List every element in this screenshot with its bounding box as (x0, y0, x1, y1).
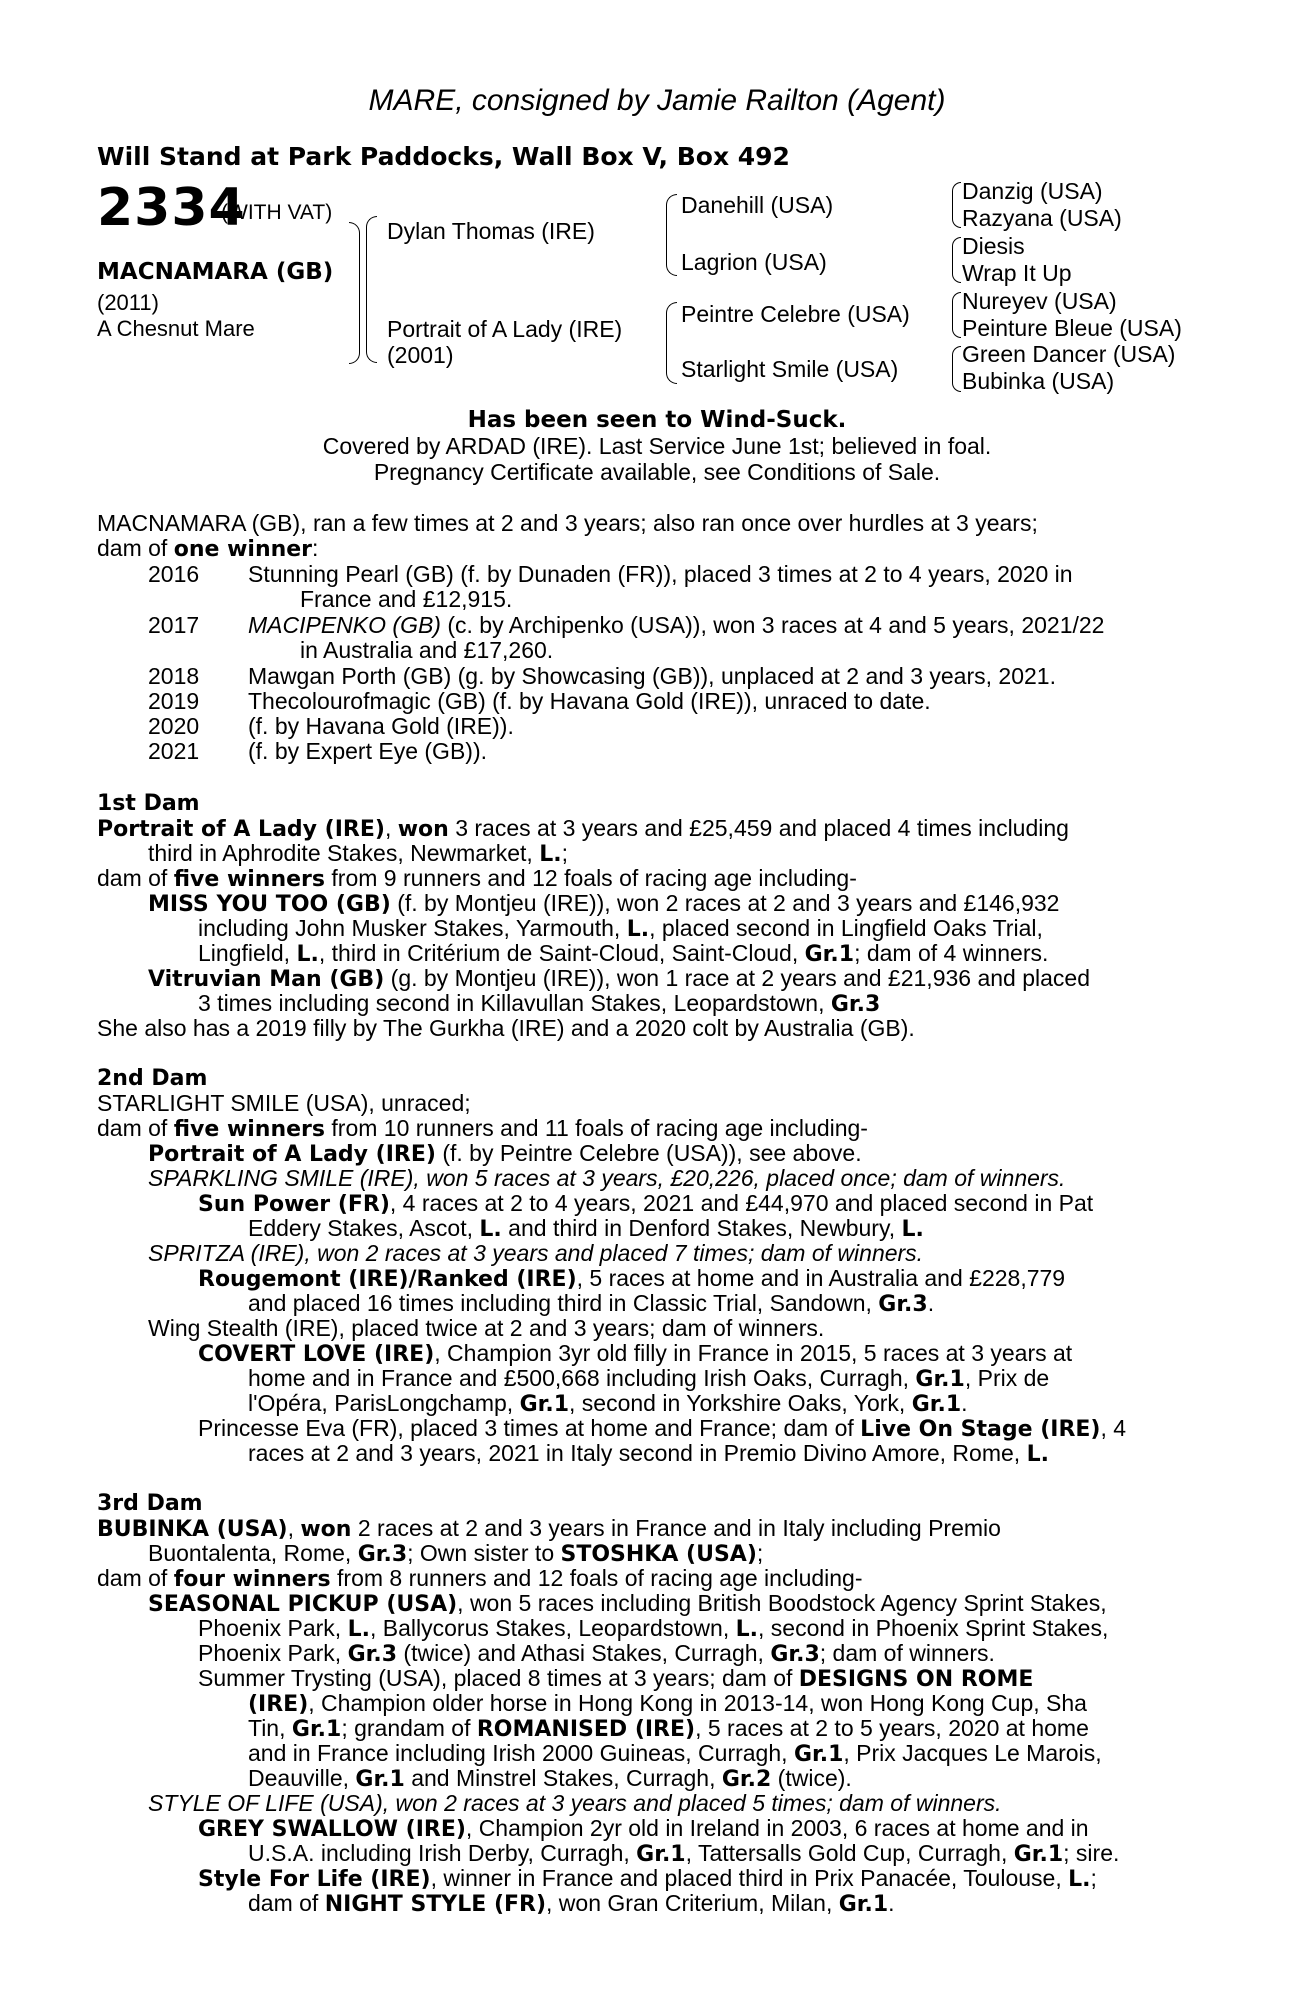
first-dam-heading: 1st Dam (97, 791, 200, 816)
pedigree-dam-dam: Starlight Smile (USA) (681, 356, 899, 382)
third-dam-line: U.S.A. including Irish Derby, Curragh, Gr.1, Tattersalls Gold Cup, Curragh, Gr.1; sire. (248, 1840, 1120, 1867)
covered-note: Covered by ARDAD (IRE). Last Service June 1st; believed in foal. (322, 433, 992, 459)
horse-name: MACNAMARA (GB) (97, 259, 334, 285)
third-dam-line: Phoenix Park, Gr.3 (twice) and Athasi Stakes, Curragh, Gr.3; dam of winners. (198, 1640, 995, 1667)
pedigree-sire: Dylan Thomas (IRE) (387, 218, 595, 244)
first-dam-line: MISS YOU TOO (GB) (f. by Montjeu (IRE)), won 2 races at 2 and 3 years and £146,932 (148, 890, 1060, 917)
pedigree-g4: Wrap It Up (962, 260, 1072, 286)
pedigree-g6: Peinture Bleue (USA) (962, 315, 1182, 341)
second-dam-line: Rougemont (IRE)/Ranked (IRE), 5 races at home and in Australia and £228,779 (198, 1265, 1066, 1292)
pedigree-g3: Diesis (962, 233, 1025, 259)
pedigree-brace-parents (366, 216, 377, 363)
first-dam-line: dam of five winners from 9 runners and 12 foals of racing age including- (97, 865, 857, 892)
pedigree-dam: Portrait of A Lady (IRE) (387, 316, 623, 342)
second-dam-line: and placed 16 times including third in Classic Trial, Sandown, Gr.3. (248, 1290, 935, 1317)
second-dam-line: SPRITZA (IRE), won 2 races at 3 years and placed 7 times; dam of winners. (148, 1240, 924, 1266)
horse-year: (2011) (97, 290, 159, 315)
third-dam-line: STYLE OF LIFE (USA), won 2 races at 3 years and placed 5 times; dam of winners. (148, 1790, 1002, 1816)
produce-row: 2018 Mawgan Porth (GB) (g. by Showcasing (GB)), unplaced at 2 and 3 years, 2021. (148, 663, 1056, 689)
second-dam-line: STARLIGHT SMILE (USA), unraced; (97, 1090, 471, 1116)
produce-row: 2020 (f. by Havana Gold (IRE)). (148, 713, 514, 739)
second-dam-heading: 2nd Dam (97, 1066, 208, 1091)
wind-suck-note: Has been seen to Wind-Suck. (467, 407, 847, 433)
pedigree-g5: Nureyev (USA) (962, 288, 1117, 314)
third-dam-line: Summer Trysting (USA), placed 8 times at 3 years; dam of DESIGNS ON ROME (198, 1665, 1034, 1692)
pregnancy-note: Pregnancy Certificate available, see Conditions of Sale. (373, 459, 941, 485)
third-dam-line: Style For Life (IRE), winner in France and placed third in Prix Panacée, Toulouse, L.; (198, 1865, 1097, 1892)
stand-location: Will Stand at Park Paddocks, Wall Box V, Box 492 (97, 142, 790, 171)
pedigree-g1: Danzig (USA) (962, 178, 1103, 204)
first-dam-line: Vitruvian Man (GB) (g. by Montjeu (IRE)), won 1 race at 2 years and £21,936 and placed (148, 965, 1090, 992)
first-dam-line: 3 times including second in Killavullan Stakes, Leopardstown, Gr.3 (198, 990, 881, 1017)
produce-intro: MACNAMARA (GB), ran a few times at 2 and 3 years; also ran once over hurdles at 3 years; (97, 510, 1038, 536)
pedigree-g2: Razyana (USA) (962, 205, 1122, 231)
horse-description: A Chesnut Mare (97, 316, 255, 341)
second-dam-line: Sun Power (FR), 4 races at 2 to 4 years, 2021 and £44,970 and placed second in Pat (198, 1190, 1094, 1217)
produce-row-cont: in Australia and £17,260. (300, 637, 554, 663)
first-dam-line: Lingfield, L., third in Critérium de Saint-Cloud, Saint-Cloud, Gr.1; dam of 4 winners. (198, 940, 1049, 967)
catalogue-title: MARE, consigned by Jamie Railton (Agent) (368, 84, 946, 117)
second-dam-line: Eddery Stakes, Ascot, L. and third in Denford Stakes, Newbury, L. (248, 1215, 924, 1242)
second-dam-line: Princesse Eva (FR), placed 3 times at home and France; dam of Live On Stage (IRE), 4 (198, 1415, 1127, 1442)
pedigree-brace-g4 (952, 346, 961, 392)
pedigree-brace-sire (666, 194, 677, 276)
pedigree-g7: Green Dancer (USA) (962, 341, 1176, 367)
second-dam-line: Wing Stealth (IRE), placed twice at 2 and 3 years; dam of winners. (148, 1315, 825, 1341)
third-dam-heading: 3rd Dam (97, 1491, 203, 1516)
third-dam-line: dam of NIGHT STYLE (FR), won Gran Criterium, Milan, Gr.1. (248, 1890, 895, 1917)
first-dam-line: She also has a 2019 filly by The Gurkha (IRE) and a 2020 colt by Australia (GB). (97, 1015, 915, 1041)
second-dam-line: Portrait of A Lady (IRE) (f. by Peintre Celebre (USA)), see above. (148, 1140, 862, 1167)
third-dam-line: GREY SWALLOW (IRE), Champion 2yr old in Ireland in 2003, 6 races at home and in (198, 1815, 1089, 1842)
third-dam-line: Tin, Gr.1; grandam of ROMANISED (IRE), 5 races at 2 to 5 years, 2020 at home (248, 1715, 1089, 1742)
pedigree-brace-dam (666, 302, 677, 384)
pedigree-sire-sire: Danehill (USA) (681, 192, 834, 218)
second-dam-line: races at 2 and 3 years, 2021 in Italy second in Premio Divino Amore, Rome, L. (248, 1440, 1049, 1467)
third-dam-line: SEASONAL PICKUP (USA), won 5 races including British Boodstock Agency Sprint Stakes, (148, 1590, 1107, 1617)
pedigree-sire-dam: Lagrion (USA) (681, 249, 827, 275)
pedigree-brace-main (349, 222, 360, 364)
third-dam-line: BUBINKA (USA), won 2 races at 2 and 3 years in France and in Italy including Premio (97, 1515, 1001, 1542)
produce-row: 2017 MACIPENKO (GB) (c. by Archipenko (USA)), won 3 races at 4 and 5 years, 2021/22 (148, 612, 1105, 638)
third-dam-line: (IRE), Champion older horse in Hong Kong in 2013-14, won Hong Kong Cup, Sha (248, 1690, 1087, 1717)
pedigree-brace-g1 (952, 182, 961, 228)
produce-row: 2016 Stunning Pearl (GB) (f. by Dunaden (FR)), placed 3 times at 2 to 4 years, 2020 in (148, 561, 1073, 587)
vat-label: (WITH VAT) (221, 201, 333, 224)
second-dam-line: home and in France and £500,668 including Irish Oaks, Curragh, Gr.1, Prix de (248, 1365, 1050, 1392)
third-dam-line: Phoenix Park, L., Ballycorus Stakes, Leopardstown, L., second in Phoenix Sprint Stakes, (198, 1615, 1109, 1642)
produce-row: 2021 (f. by Expert Eye (GB)). (148, 738, 487, 764)
third-dam-line: Deauville, Gr.1 and Minstrel Stakes, Curragh, Gr.2 (twice). (248, 1765, 852, 1792)
third-dam-line: dam of four winners from 8 runners and 12 foals of racing age including- (97, 1565, 863, 1592)
lot-number: 2334 (97, 178, 246, 238)
third-dam-line: Buontalenta, Rome, Gr.3; Own sister to STOSHKA (USA); (148, 1540, 764, 1567)
first-dam-line: including John Musker Stakes, Yarmouth, L., placed second in Lingfield Oaks Trial, (198, 915, 1043, 942)
second-dam-line: l'Opéra, ParisLongchamp, Gr.1, second in Yorkshire Oaks, York, Gr.1. (248, 1390, 968, 1417)
first-dam-line: third in Aphrodite Stakes, Newmarket, L.; (148, 840, 568, 867)
third-dam-line: and in France including Irish 2000 Guineas, Curragh, Gr.1, Prix Jacques Le Marois, (248, 1740, 1102, 1767)
pedigree-brace-g3 (952, 292, 961, 338)
produce-row-cont: France and £12,915. (300, 586, 513, 612)
pedigree-dam-year: (2001) (387, 342, 454, 368)
second-dam-line: dam of five winners from 10 runners and 11 foals of racing age including- (97, 1115, 868, 1142)
second-dam-line: SPARKLING SMILE (IRE), won 5 races at 3 years, £20,226, placed once; dam of winners. (148, 1165, 1066, 1191)
second-dam-line: COVERT LOVE (IRE), Champion 3yr old filly in France in 2015, 5 races at 3 years at (198, 1340, 1073, 1367)
first-dam-line: Portrait of A Lady (IRE), won 3 races at 3 years and £25,459 and placed 4 times including (97, 815, 1069, 842)
pedigree-g8: Bubinka (USA) (962, 368, 1115, 394)
pedigree-dam-sire: Peintre Celebre (USA) (681, 301, 910, 327)
produce-intro-2: dam of one winner: (97, 535, 319, 562)
produce-row: 2019 Thecolourofmagic (GB) (f. by Havana Gold (IRE)), unraced to date. (148, 688, 931, 714)
pedigree-brace-g2 (952, 237, 961, 283)
